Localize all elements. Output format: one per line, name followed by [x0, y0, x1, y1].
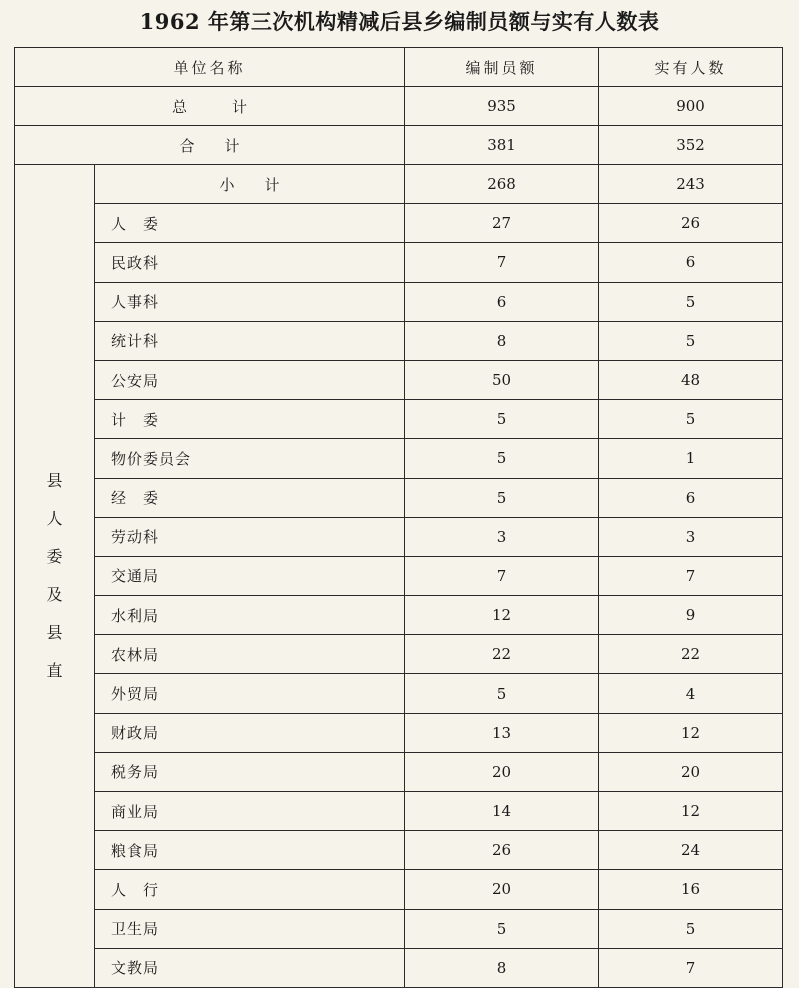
- unit-name: 税务局: [95, 752, 405, 791]
- table-row: [15, 400, 783, 439]
- unit-name: 物价委员会: [95, 439, 405, 478]
- unit-name: 交通局: [95, 556, 405, 595]
- total-row: [15, 87, 783, 126]
- table-row: [15, 596, 783, 635]
- quota-value: 14: [405, 792, 599, 831]
- actual-value: 5: [599, 909, 783, 948]
- table-row: [15, 909, 783, 948]
- header-quota: 编制员额: [405, 48, 599, 87]
- unit-name: 文教局: [95, 948, 405, 987]
- actual-value: 1: [599, 439, 783, 478]
- unit-name: 劳动科: [95, 517, 405, 556]
- xiaoji-label: 小 计: [95, 165, 405, 204]
- xiaoji-actual: 243: [599, 165, 783, 204]
- table-row: [15, 556, 783, 595]
- actual-value: 48: [599, 360, 783, 399]
- subtotal-label: 合 计: [15, 126, 405, 165]
- total-label: 总 计: [15, 87, 405, 126]
- quota-value: 5: [405, 400, 599, 439]
- table-row: [15, 360, 783, 399]
- table-row: [15, 282, 783, 321]
- actual-value: 6: [599, 243, 783, 282]
- actual-value: 24: [599, 831, 783, 870]
- actual-value: 22: [599, 635, 783, 674]
- quota-value: 20: [405, 870, 599, 909]
- quota-value: 27: [405, 204, 599, 243]
- unit-name: 民政科: [95, 243, 405, 282]
- actual-value: 16: [599, 870, 783, 909]
- quota-value: 8: [405, 321, 599, 360]
- group-label: 县人委及县直: [46, 470, 63, 680]
- page-title: 1962 年第三次机构精减后县乡编制员额与实有人数表: [139, 9, 660, 34]
- unit-name: 水利局: [95, 596, 405, 635]
- unit-name: 统计科: [95, 321, 405, 360]
- unit-name: 粮食局: [95, 831, 405, 870]
- subtotal-row: [15, 126, 783, 165]
- actual-value: 9: [599, 596, 783, 635]
- quota-value: 3: [405, 517, 599, 556]
- total-quota: 935: [405, 87, 599, 126]
- actual-value: 12: [599, 792, 783, 831]
- table-row: [15, 517, 783, 556]
- quota-value: 22: [405, 635, 599, 674]
- actual-value: 12: [599, 713, 783, 752]
- quota-value: 8: [405, 948, 599, 987]
- unit-name: 农林局: [95, 635, 405, 674]
- actual-value: 7: [599, 948, 783, 987]
- actual-value: 4: [599, 674, 783, 713]
- header-row: [15, 48, 783, 87]
- table-row: [15, 752, 783, 791]
- table-row: [15, 204, 783, 243]
- subtotal-actual: 352: [599, 126, 783, 165]
- quota-value: 13: [405, 713, 599, 752]
- table-row: [15, 243, 783, 282]
- actual-value: 5: [599, 400, 783, 439]
- actual-value: 26: [599, 204, 783, 243]
- group-label-cell: [15, 165, 95, 988]
- header-unit: 单位名称: [15, 48, 405, 87]
- unit-name: 商业局: [95, 792, 405, 831]
- quota-value: 26: [405, 831, 599, 870]
- unit-name: 外贸局: [95, 674, 405, 713]
- xiaoji-quota: 268: [405, 165, 599, 204]
- unit-name: 卫生局: [95, 909, 405, 948]
- table-row: [15, 831, 783, 870]
- quota-value: 20: [405, 752, 599, 791]
- quota-value: 7: [405, 556, 599, 595]
- table-row: [15, 478, 783, 517]
- actual-value: 5: [599, 321, 783, 360]
- quota-value: 5: [405, 478, 599, 517]
- staffing-table: [14, 47, 783, 988]
- quota-value: 5: [405, 674, 599, 713]
- total-actual: 900: [599, 87, 783, 126]
- unit-name: 财政局: [95, 713, 405, 752]
- unit-name: 人 行: [95, 870, 405, 909]
- table-row: [15, 870, 783, 909]
- actual-value: 6: [599, 478, 783, 517]
- quota-value: 50: [405, 360, 599, 399]
- quota-value: 6: [405, 282, 599, 321]
- quota-value: 7: [405, 243, 599, 282]
- table-row: [15, 439, 783, 478]
- unit-name: 人事科: [95, 282, 405, 321]
- quota-value: 5: [405, 439, 599, 478]
- unit-name: 公安局: [95, 360, 405, 399]
- header-actual: 实有人数: [599, 48, 783, 87]
- quota-value: 12: [405, 596, 599, 635]
- unit-name: 计 委: [95, 400, 405, 439]
- quota-value: 5: [405, 909, 599, 948]
- table-row: [15, 713, 783, 752]
- actual-value: 5: [599, 282, 783, 321]
- xiaoji-row: [15, 165, 783, 204]
- unit-name: 经 委: [95, 478, 405, 517]
- table-row: [15, 321, 783, 360]
- table-row: [15, 674, 783, 713]
- table-row: [15, 635, 783, 674]
- actual-value: 3: [599, 517, 783, 556]
- unit-name: 人 委: [95, 204, 405, 243]
- subtotal-quota: 381: [405, 126, 599, 165]
- table-row: [15, 792, 783, 831]
- actual-value: 7: [599, 556, 783, 595]
- table-row: [15, 948, 783, 987]
- actual-value: 20: [599, 752, 783, 791]
